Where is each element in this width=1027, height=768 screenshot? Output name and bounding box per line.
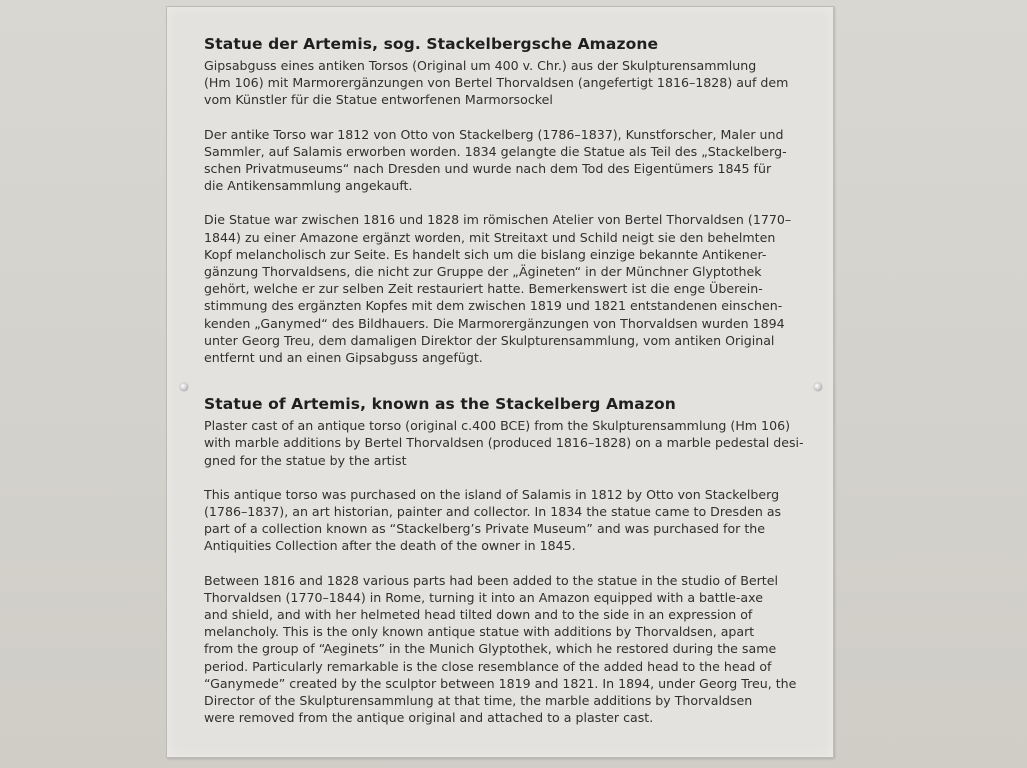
text-line: Kopf melancholisch zur Seite. Es handelt sich um die bislang einzige bekannte Antikener- — [204, 246, 767, 262]
text-line: stimmung des ergänzten Kopfes mit dem zwischen 1819 und 1821 entstandenen einschen- — [204, 298, 783, 314]
text-line: period. Particularly remarkable is the close resemblance of the added head to the head of — [204, 658, 772, 674]
mounting-screw-left-icon — [180, 383, 188, 391]
text-line: gehört, welche er zur selben Zeit restauriert hatte. Bemerkenswert ist die enge Überein- — [204, 281, 763, 297]
text-line: Director of the Skulpturensammlung at that time, the marble additions by Thorvaldsen — [204, 693, 753, 709]
text-line: Gipsabguss eines antiken Torsos (Original um 400 v. Chr.) aus der Skulpturensammlung — [204, 58, 757, 73]
text-line: This antique torso was purchased on the island of Salamis in 1812 by Otto von Stackelberg — [204, 486, 780, 502]
mounting-screw-right-icon — [814, 383, 822, 391]
text-line: were removed from the antique original and attached to a plaster cast. — [204, 710, 654, 726]
text-line: melancholy. This is the only known antique statue with additions by Thorvaldsen, apart — [204, 624, 755, 640]
text-line: with marble additions by Bertel Thorvaldsen (produced 1816–1828) on a marble pedestal desi- — [204, 435, 804, 451]
text-line: Der antike Torso war 1812 von Otto von Stackelberg (1786–1837), Kunstforscher, Maler und — [204, 126, 784, 142]
text-line: Plaster cast of an antique torso (original c.400 BCE) from the Skulpturensammlung (Hm 106) — [204, 418, 791, 434]
text-line: Sammler, auf Salamis erworben worden. 1834 gelangte die Statue als Teil des „Stackelberg- — [204, 143, 787, 159]
text-line: kenden „Ganymed“ des Bildhauers. Die Marmorergänzungen von Thorvaldsen wurden 1894 — [204, 315, 785, 331]
text-line: gänzung Thorvaldsens, die nicht zur Gruppe der „Ägineten“ in der Münchner Glyptothek — [204, 264, 762, 280]
german-title: Statue der Artemis, sog. Stackelbergsche Amazone — [204, 35, 659, 53]
german-subtitle — [204, 57, 804, 109]
english-subtitle — [204, 417, 804, 469]
text-line: unter Georg Treu, dem damaligen Direktor der Skulpturensammlung, vom antiken Original — [204, 332, 775, 348]
text-line: (Hm 106) mit Marmorergänzungen von Bertel Thorvaldsen (angefertigt 1816–1828) auf dem — [204, 75, 789, 91]
german-paragraph-2 — [204, 211, 804, 366]
german-paragraph-1 — [204, 126, 804, 195]
text-line: Antiquities Collection after the death of the owner in 1845. — [204, 538, 576, 554]
text-line: part of a collection known as “Stackelberg’s Private Museum” and was purchased for the — [204, 521, 766, 537]
english-paragraph-2 — [204, 572, 804, 727]
text-line: schen Privatmuseums“ nach Dresden und wurde nach dem Tod des Eigentümers 1845 für — [204, 161, 772, 177]
label-text — [204, 34, 804, 727]
text-line: Thorvaldsen (1770–1844) in Rome, turning it into an Amazon equipped with a battle-axe — [204, 589, 763, 605]
text-line: 1844) zu einer Amazone ergänzt worden, mit Streitaxt und Schild neigt sie den behelmten — [204, 229, 776, 245]
text-line: vom Künstler für die Statue entworfenen Marmorsockel — [204, 92, 553, 108]
text-line: entfernt und an einen Gipsabguss angefügt. — [204, 350, 483, 366]
text-line: (1786–1837), an art historian, painter and collector. In 1834 the statue came to Dresden as — [204, 504, 782, 520]
english-title: Statue of Artemis, known as the Stackelberg Amazon — [204, 395, 676, 414]
english-paragraph-1 — [204, 486, 804, 555]
text-line: die Antikensammlung angekauft. — [204, 178, 413, 194]
text-line: gned for the statue by the artist — [204, 452, 407, 468]
text-line: “Ganymede” created by the sculptor between 1819 and 1821. In 1894, under Georg Treu, the — [204, 675, 797, 691]
text-line: and shield, and with her helmeted head tilted down and to the side in an expression of — [204, 607, 753, 623]
text-line: from the group of “Aeginets” in the Munich Glyptothek, which he restored during the same — [204, 641, 777, 657]
text-line: Die Statue war zwischen 1816 und 1828 im römischen Atelier von Bertel Thorvaldsen (1770– — [204, 212, 792, 228]
text-line: Between 1816 and 1828 various parts had been added to the statue in the studio of Bertel — [204, 572, 778, 588]
